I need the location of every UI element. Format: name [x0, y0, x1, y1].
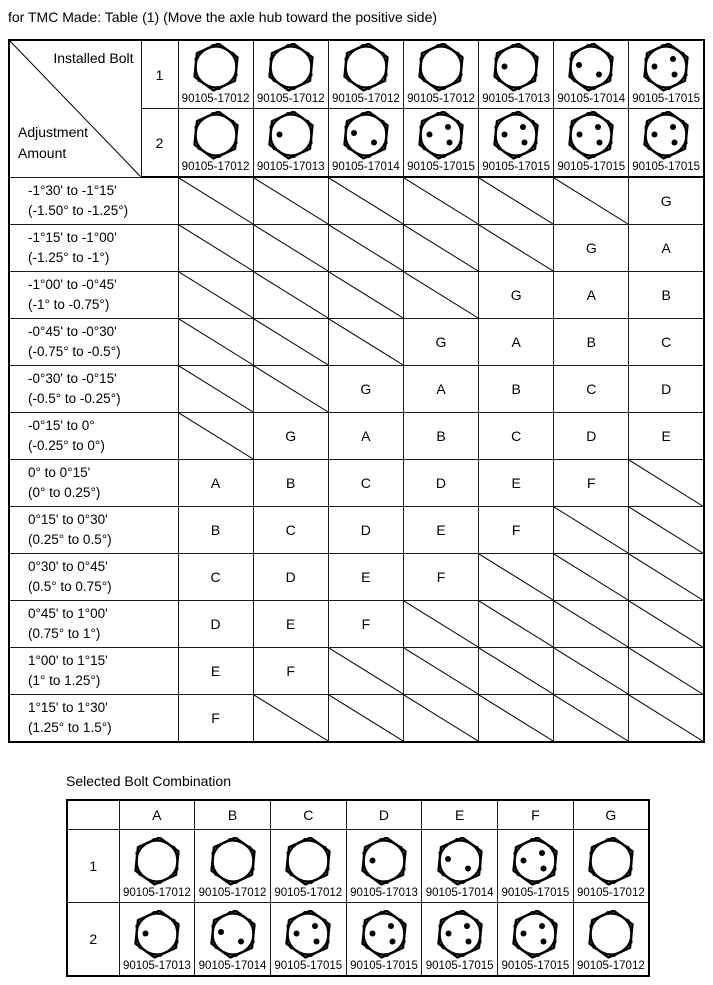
diagonal-line-icon: [254, 178, 328, 224]
bolt-cell: [346, 903, 422, 977]
adjustment-table-body: [9, 40, 704, 742]
not-applicable-cell: [629, 507, 704, 554]
diagonal-line-icon: [329, 648, 403, 694]
range-degrees: (-1.50° to -1.25°): [28, 203, 129, 218]
adjustment-row: [9, 460, 704, 507]
part-number: 90105-17012: [198, 887, 267, 899]
combination-letter-cell: D: [328, 507, 403, 554]
bolt-cell: [328, 40, 403, 109]
diagonal-line-icon: [629, 601, 703, 647]
not-applicable-cell: [554, 648, 629, 695]
diagonal-line-icon: [179, 366, 253, 412]
combination-letter-cell: B: [253, 460, 328, 507]
adjustment-range-cell: [9, 413, 178, 460]
combination-table-body: [67, 800, 649, 976]
not-applicable-cell: [253, 225, 328, 272]
range-minutes: 0°45' to 1°00': [28, 606, 108, 621]
range-minutes: -0°30' to -0°15': [28, 371, 117, 386]
diagonal-line-icon: [404, 648, 478, 694]
bolt-cell: [479, 40, 554, 109]
part-number: 90105-17015: [557, 161, 626, 173]
adjustment-range-cell: [9, 695, 178, 743]
bolt-icon: [583, 910, 639, 960]
diagonal-line-icon: [254, 366, 328, 412]
bolt-icon: [205, 837, 261, 887]
bolt-icon: [507, 837, 563, 887]
part-number: 90105-17012: [331, 93, 400, 105]
combination-letter-cell: F: [328, 601, 403, 648]
diagonal-line-icon: [479, 225, 553, 271]
part-number: 90105-17015: [350, 960, 418, 972]
combination-letter-cell: D: [253, 554, 328, 601]
part-number: 90105-17014: [198, 960, 267, 972]
adjustment-range-cell: [9, 460, 178, 507]
combination-row: [67, 830, 649, 903]
combination-letter-cell: A: [178, 460, 253, 507]
diagonal-line-icon: [329, 695, 403, 741]
not-applicable-cell: [328, 695, 403, 743]
diagonal-line-icon: [404, 225, 478, 271]
not-applicable-cell: [253, 319, 328, 366]
adjustment-range-cell: [9, 177, 178, 225]
combination-letter-cell: F: [554, 460, 629, 507]
combination-table: [66, 799, 650, 977]
diagonal-line-icon: [404, 601, 478, 647]
combination-table-title: Selected Bolt Combination: [66, 773, 231, 789]
combination-letter-cell: A: [479, 319, 554, 366]
bolt-icon: [188, 43, 244, 93]
adjustment-row: [9, 366, 704, 413]
diagonal-line-icon: [329, 319, 403, 365]
bolt-icon: [205, 910, 261, 960]
combination-letter-cell: F: [403, 554, 478, 601]
not-applicable-cell: [554, 507, 629, 554]
adjustment-range-cell: [9, 601, 178, 648]
combination-header-row: [67, 800, 649, 830]
range-degrees: (0.75° to 1°): [28, 626, 101, 641]
diagonal-line-icon: [554, 554, 628, 600]
part-number: 90105-17015: [274, 960, 343, 972]
adjustment-row: [9, 601, 704, 648]
diagonal-line-icon: [629, 460, 703, 506]
combination-column-header: C: [270, 800, 346, 830]
range-minutes: -1°30' to -1°15': [28, 183, 117, 198]
diagonal-line-icon: [179, 225, 253, 271]
diagonal-line-icon: [254, 225, 328, 271]
bolt-icon: [129, 837, 185, 887]
bolt-icon: [638, 111, 694, 161]
range-minutes: 0°15' to 0°30': [28, 512, 108, 527]
installed-bolt-row-1: [9, 40, 704, 109]
bolt-cell: [403, 109, 478, 178]
range-degrees: (0° to 0.25°): [28, 485, 101, 500]
not-applicable-cell: [554, 554, 629, 601]
diagonal-line-icon: [479, 648, 553, 694]
diagonal-line-icon: [254, 319, 328, 365]
bolt-cell: [195, 830, 271, 903]
bolt-cell: [479, 109, 554, 178]
bolt-icon: [413, 43, 469, 93]
combination-letter-cell: B: [403, 413, 478, 460]
not-applicable-cell: [253, 272, 328, 319]
combination-row-number: 1: [67, 830, 119, 903]
bolt-icon: [488, 111, 544, 161]
range-degrees: (0.5° to 0.75°): [28, 579, 112, 594]
not-applicable-cell: [629, 648, 704, 695]
combination-letter-cell: E: [253, 601, 328, 648]
range-minutes: -1°15' to -1°00': [28, 230, 117, 245]
not-applicable-cell: [253, 366, 328, 413]
part-number: 90105-17015: [632, 93, 701, 105]
diagonal-line-icon: [554, 695, 628, 741]
combination-letter-cell: A: [403, 366, 478, 413]
bolt-cell: [554, 40, 629, 109]
diagonal-line-icon: [329, 178, 403, 224]
combination-column-header: F: [498, 800, 574, 830]
range-degrees: (0.25° to 0.5°): [28, 532, 112, 547]
part-number: 90105-17012: [576, 887, 645, 899]
adjustment-range-cell: [9, 225, 178, 272]
not-applicable-cell: [629, 554, 704, 601]
combination-letter-cell: A: [328, 413, 403, 460]
bolt-icon: [356, 837, 412, 887]
adjustment-row: [9, 695, 704, 743]
combination-letter-cell: B: [629, 272, 704, 319]
bolt-cell: [253, 40, 328, 109]
bolt-icon: [563, 43, 619, 93]
installed-bolt-label: Installed Bolt: [53, 50, 134, 66]
bolt-icon: [129, 910, 185, 960]
adjustment-row: [9, 319, 704, 366]
bolt-icon: [338, 111, 394, 161]
bolt-cell: [119, 903, 195, 977]
not-applicable-cell: [178, 272, 253, 319]
combination-letter-cell: C: [479, 413, 554, 460]
not-applicable-cell: [253, 695, 328, 743]
part-number: 90105-17013: [482, 93, 551, 105]
bolt-cell: [629, 40, 704, 109]
bolt-cell: [270, 903, 346, 977]
part-number: 90105-17015: [632, 161, 701, 173]
bolt-icon: [338, 43, 394, 93]
not-applicable-cell: [629, 695, 704, 743]
not-applicable-cell: [629, 601, 704, 648]
bolt-cell: [403, 40, 478, 109]
not-applicable-cell: [403, 272, 478, 319]
part-number: 90105-17015: [482, 161, 551, 173]
not-applicable-cell: [554, 601, 629, 648]
diagonal-line-icon: [254, 695, 328, 741]
part-number: 90105-17015: [425, 960, 494, 972]
combination-row: [67, 903, 649, 977]
diagonal-line-icon: [179, 319, 253, 365]
bolt-icon: [563, 111, 619, 161]
adjustment-range-cell: [9, 366, 178, 413]
not-applicable-cell: [479, 554, 554, 601]
bolt-cell: [573, 903, 649, 977]
bolt-cell: [253, 109, 328, 178]
bolt-cell: [178, 109, 253, 178]
part-number: 90105-17015: [501, 887, 570, 899]
diagonal-line-icon: [404, 178, 478, 224]
combination-letter-cell: G: [403, 319, 478, 366]
not-applicable-cell: [253, 177, 328, 225]
not-applicable-cell: [479, 177, 554, 225]
diagonal-line-icon: [404, 695, 478, 741]
combination-column-header: E: [422, 800, 498, 830]
combination-letter-cell: D: [178, 601, 253, 648]
combination-letter-cell: C: [629, 319, 704, 366]
diagonal-line-icon: [554, 601, 628, 647]
adjustment-row: [9, 413, 704, 460]
bolt-cell: [629, 109, 704, 178]
range-minutes: 0° to 0°15': [28, 465, 91, 480]
adjustment-row: [9, 554, 704, 601]
range-minutes: -0°15' to 0°: [28, 418, 95, 433]
installed-row-number: 2: [141, 109, 178, 178]
combination-letter-cell: G: [328, 366, 403, 413]
diagonal-line-icon: [479, 695, 553, 741]
part-number: 90105-17012: [576, 960, 645, 972]
adjustment-range-cell: [9, 554, 178, 601]
part-number: 90105-17014: [331, 161, 400, 173]
combination-letter-cell: D: [554, 413, 629, 460]
diagonal-line-icon: [329, 225, 403, 271]
part-number: 90105-17013: [256, 161, 325, 173]
combination-letter-cell: A: [629, 225, 704, 272]
range-degrees: (-0.25° to 0°): [28, 438, 105, 453]
not-applicable-cell: [479, 648, 554, 695]
adjustment-range-cell: [9, 648, 178, 695]
not-applicable-cell: [554, 695, 629, 743]
combination-letter-cell: E: [178, 648, 253, 695]
diagonal-line-icon: [179, 272, 253, 318]
combination-letter-cell: C: [178, 554, 253, 601]
bolt-icon: [413, 111, 469, 161]
combination-letter-cell: B: [554, 319, 629, 366]
diagonal-line-icon: [404, 272, 478, 318]
combination-column-header: G: [573, 800, 649, 830]
combination-letter-cell: G: [479, 272, 554, 319]
adjustment-table: [8, 39, 705, 743]
combination-letter-cell: A: [554, 272, 629, 319]
range-degrees: (1° to 1.25°): [28, 673, 101, 688]
bolt-icon: [432, 837, 488, 887]
combination-column-header: B: [195, 800, 271, 830]
part-number: 90105-17012: [407, 93, 475, 105]
range-degrees: (-0.5° to -0.25°): [28, 391, 121, 406]
not-applicable-cell: [479, 601, 554, 648]
not-applicable-cell: [178, 225, 253, 272]
combination-letter-cell: F: [178, 695, 253, 743]
diagonal-line-icon: [179, 178, 253, 224]
bolt-icon: [507, 910, 563, 960]
diagonal-line-icon: [179, 413, 253, 459]
combination-letter-cell: F: [253, 648, 328, 695]
part-number: 90105-17015: [501, 960, 570, 972]
bolt-icon: [280, 910, 336, 960]
combination-letter-cell: C: [253, 507, 328, 554]
adjustment-range-cell: [9, 507, 178, 554]
bolt-icon: [583, 837, 639, 887]
part-number: 90105-17013: [122, 960, 191, 972]
bolt-cell: [498, 903, 574, 977]
diagonal-line-icon: [629, 507, 703, 553]
adjustment-amount-label: Adjustment Amount: [18, 123, 89, 161]
bolt-icon: [188, 111, 244, 161]
diagonal-line-icon: [554, 178, 628, 224]
bolt-icon: [263, 111, 319, 161]
not-applicable-cell: [629, 460, 704, 507]
combination-letter-cell: E: [629, 413, 704, 460]
combination-letter-cell: G: [629, 177, 704, 225]
range-degrees: (-1° to -0.75°): [28, 297, 110, 312]
not-applicable-cell: [178, 413, 253, 460]
not-applicable-cell: [328, 319, 403, 366]
part-number: 90105-17015: [407, 161, 475, 173]
not-applicable-cell: [328, 225, 403, 272]
bolt-cell: [422, 830, 498, 903]
blank-cell: [67, 800, 119, 830]
combination-letter-cell: D: [629, 366, 704, 413]
diagonal-line-icon: [554, 507, 628, 553]
adjustment-row: [9, 648, 704, 695]
bolt-icon: [488, 43, 544, 93]
part-number: 90105-17012: [274, 887, 343, 899]
bolt-cell: [573, 830, 649, 903]
not-applicable-cell: [479, 225, 554, 272]
diagonal-line-icon: [554, 648, 628, 694]
not-applicable-cell: [403, 225, 478, 272]
range-degrees: (-1.25° to -1°): [28, 250, 110, 265]
not-applicable-cell: [479, 695, 554, 743]
bolt-icon: [263, 43, 319, 93]
installed-row-number: 1: [141, 40, 178, 109]
bolt-cell: [554, 109, 629, 178]
diagonal-line-icon: [629, 648, 703, 694]
diagonal-line-icon: [329, 272, 403, 318]
bolt-cell: [498, 830, 574, 903]
combination-letter-cell: G: [554, 225, 629, 272]
bolt-cell: [119, 830, 195, 903]
bolt-cell: [328, 109, 403, 178]
range-minutes: 1°15' to 1°30': [28, 700, 108, 715]
range-minutes: 1°00' to 1°15': [28, 653, 108, 668]
adjustment-row: [9, 177, 704, 225]
bolt-icon: [356, 910, 412, 960]
not-applicable-cell: [328, 272, 403, 319]
bolt-cell: [195, 903, 271, 977]
diagonal-line-icon: [629, 695, 703, 741]
not-applicable-cell: [403, 177, 478, 225]
combination-letter-cell: E: [403, 507, 478, 554]
not-applicable-cell: [178, 177, 253, 225]
bolt-cell: [178, 40, 253, 109]
combination-letter-cell: B: [479, 366, 554, 413]
part-number: 90105-17014: [425, 887, 494, 899]
not-applicable-cell: [554, 177, 629, 225]
part-number: 90105-17014: [557, 93, 626, 105]
bolt-cell: [422, 903, 498, 977]
adjustment-row: [9, 225, 704, 272]
not-applicable-cell: [178, 319, 253, 366]
combination-letter-cell: G: [253, 413, 328, 460]
not-applicable-cell: [328, 177, 403, 225]
not-applicable-cell: [403, 648, 478, 695]
not-applicable-cell: [178, 366, 253, 413]
bolt-icon: [638, 43, 694, 93]
combination-letter-cell: C: [554, 366, 629, 413]
not-applicable-cell: [403, 695, 478, 743]
diagonal-line-icon: [479, 554, 553, 600]
diagonal-line-icon: [479, 178, 553, 224]
range-degrees: (1.25° to 1.5°): [28, 720, 112, 735]
range-degrees: (-0.75° to -0.5°): [28, 344, 121, 359]
combination-letter-cell: E: [479, 460, 554, 507]
part-number: 90105-17013: [350, 887, 418, 899]
bolt-cell: [270, 830, 346, 903]
diagonal-line-icon: [254, 272, 328, 318]
range-minutes: 0°30' to 0°45': [28, 559, 108, 574]
not-applicable-cell: [328, 648, 403, 695]
diagonal-line-icon: [629, 554, 703, 600]
corner-cell: [9, 40, 141, 177]
diagonal-line-icon: [479, 601, 553, 647]
range-minutes: -1°00' to -0°45': [28, 277, 117, 292]
part-number: 90105-17012: [256, 93, 325, 105]
combination-row-number: 2: [67, 903, 119, 977]
combination-letter-cell: B: [178, 507, 253, 554]
adjustment-row: [9, 272, 704, 319]
part-number: 90105-17012: [181, 161, 250, 173]
not-applicable-cell: [403, 601, 478, 648]
combination-column-header: D: [346, 800, 422, 830]
adjustment-row: [9, 507, 704, 554]
adjustment-range-cell: [9, 272, 178, 319]
combination-letter-cell: E: [328, 554, 403, 601]
part-number: 90105-17012: [181, 93, 250, 105]
adjustment-range-cell: [9, 319, 178, 366]
bolt-icon: [432, 910, 488, 960]
combination-letter-cell: D: [403, 460, 478, 507]
combination-letter-cell: C: [328, 460, 403, 507]
part-number: 90105-17012: [122, 887, 191, 899]
combination-letter-cell: F: [479, 507, 554, 554]
range-minutes: -0°45' to -0°30': [28, 324, 117, 339]
combination-column-header: A: [119, 800, 195, 830]
bolt-icon: [280, 837, 336, 887]
page-title: for TMC Made: Table (1) (Move the axle hub toward the positive side): [8, 9, 438, 25]
bolt-cell: [346, 830, 422, 903]
